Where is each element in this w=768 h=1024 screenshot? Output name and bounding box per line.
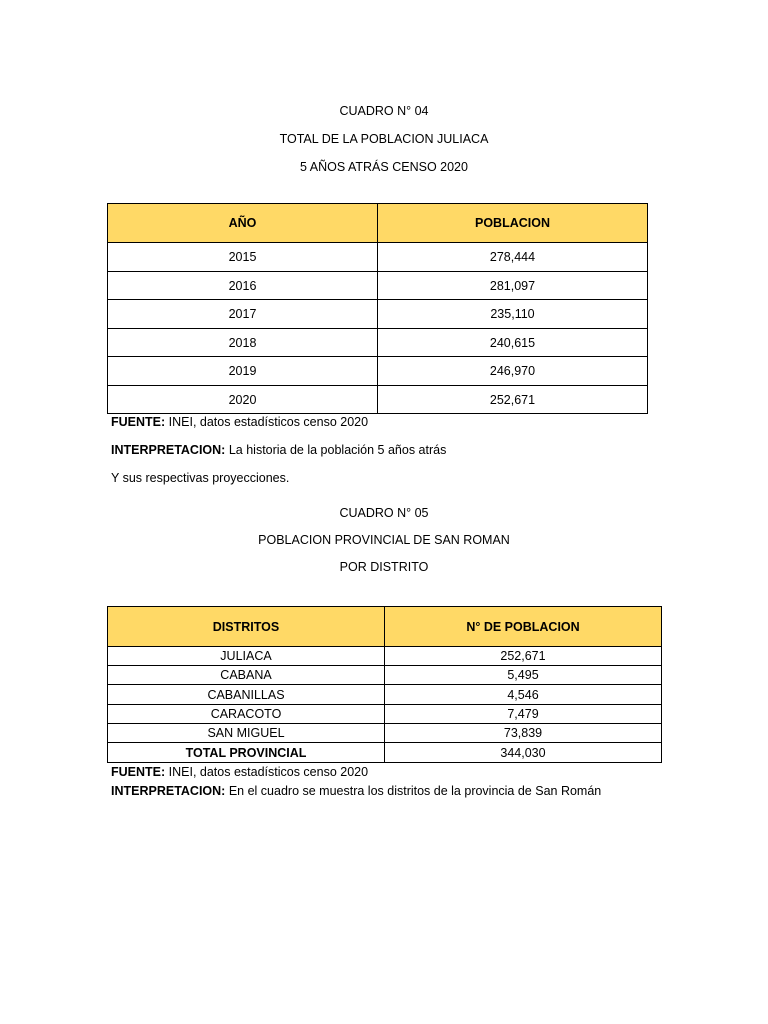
column-header-year: AÑO [108, 204, 378, 243]
population-cell: 7,479 [385, 705, 662, 724]
table-row [108, 685, 662, 705]
district-cell: SAN MIGUEL [108, 724, 385, 743]
population-cell: 4,546 [385, 685, 662, 705]
cuadro-04-subtitle: TOTAL DE LA POBLACION JULIACA [279, 132, 489, 146]
interpretation-text: En el cuadro se muestra los distritos de la provincia de San Román [225, 784, 602, 798]
population-cell: 240,615 [378, 329, 648, 357]
total-value-cell: 344,030 [385, 743, 662, 763]
interpretation-text: La historia de la población 5 años atrás [225, 443, 447, 457]
total-label-cell: TOTAL PROVINCIAL [108, 743, 385, 763]
table-row [108, 705, 662, 724]
year-cell: 2016 [108, 272, 378, 300]
cuadro-04-interpretation [111, 442, 446, 458]
table-row [108, 647, 662, 666]
interpretation-label: INTERPRETACION: [111, 784, 226, 798]
cuadro-04-source [111, 414, 368, 430]
cuadro-04-interpretation-line-2: Y sus respectivas proyecciones. [111, 471, 290, 485]
district-cell: CABANILLAS [108, 685, 385, 705]
cuadro-04-title: CUADRO N° 04 [339, 104, 429, 118]
district-cell: CABANA [108, 666, 385, 685]
source-label: FUENTE: [111, 765, 166, 779]
population-cell: 246,970 [378, 357, 648, 386]
total-row [108, 743, 662, 763]
population-juliaca-table [107, 203, 648, 414]
table-header-row [108, 204, 648, 243]
cuadro-05-title: CUADRO N° 05 [339, 506, 429, 520]
table-row [108, 329, 648, 357]
column-header-population: POBLACION [378, 204, 648, 243]
population-cell: 281,097 [378, 272, 648, 300]
population-cell: 73,839 [385, 724, 662, 743]
table-row [108, 666, 662, 685]
population-district-table [107, 606, 662, 763]
table-row [108, 386, 648, 414]
population-cell: 278,444 [378, 243, 648, 272]
interpretation-label: INTERPRETACION: [111, 443, 226, 457]
population-cell: 5,495 [385, 666, 662, 685]
year-cell: 2015 [108, 243, 378, 272]
table-header-row [108, 607, 662, 647]
population-cell: 252,671 [378, 386, 648, 414]
cuadro-05-subtitle: POBLACION PROVINCIAL DE SAN ROMAN [258, 533, 510, 547]
population-cell: 252,671 [385, 647, 662, 666]
source-text: INEI, datos estadísticos censo 2020 [165, 765, 369, 779]
column-header-districts: DISTRITOS [108, 607, 385, 647]
year-cell: 2019 [108, 357, 378, 386]
source-label: FUENTE: [111, 415, 166, 429]
table-row [108, 357, 648, 386]
district-cell: JULIACA [108, 647, 385, 666]
cuadro-05-subtitle-2: POR DISTRITO [339, 560, 429, 574]
year-cell: 2018 [108, 329, 378, 357]
table-row [108, 724, 662, 743]
cuadro-04-subtitle-2: 5 AÑOS ATRÁS CENSO 2020 [300, 160, 468, 174]
cuadro-05-source [111, 764, 368, 780]
column-header-population-count: N° DE POBLACION [385, 607, 662, 647]
source-text: INEI, datos estadísticos censo 2020 [165, 415, 369, 429]
year-cell: 2017 [108, 300, 378, 329]
district-cell: CARACOTO [108, 705, 385, 724]
table-row [108, 272, 648, 300]
table-row [108, 300, 648, 329]
year-cell: 2020 [108, 386, 378, 414]
table-row [108, 243, 648, 272]
population-cell: 235,110 [378, 300, 648, 329]
cuadro-05-interpretation [111, 783, 601, 799]
